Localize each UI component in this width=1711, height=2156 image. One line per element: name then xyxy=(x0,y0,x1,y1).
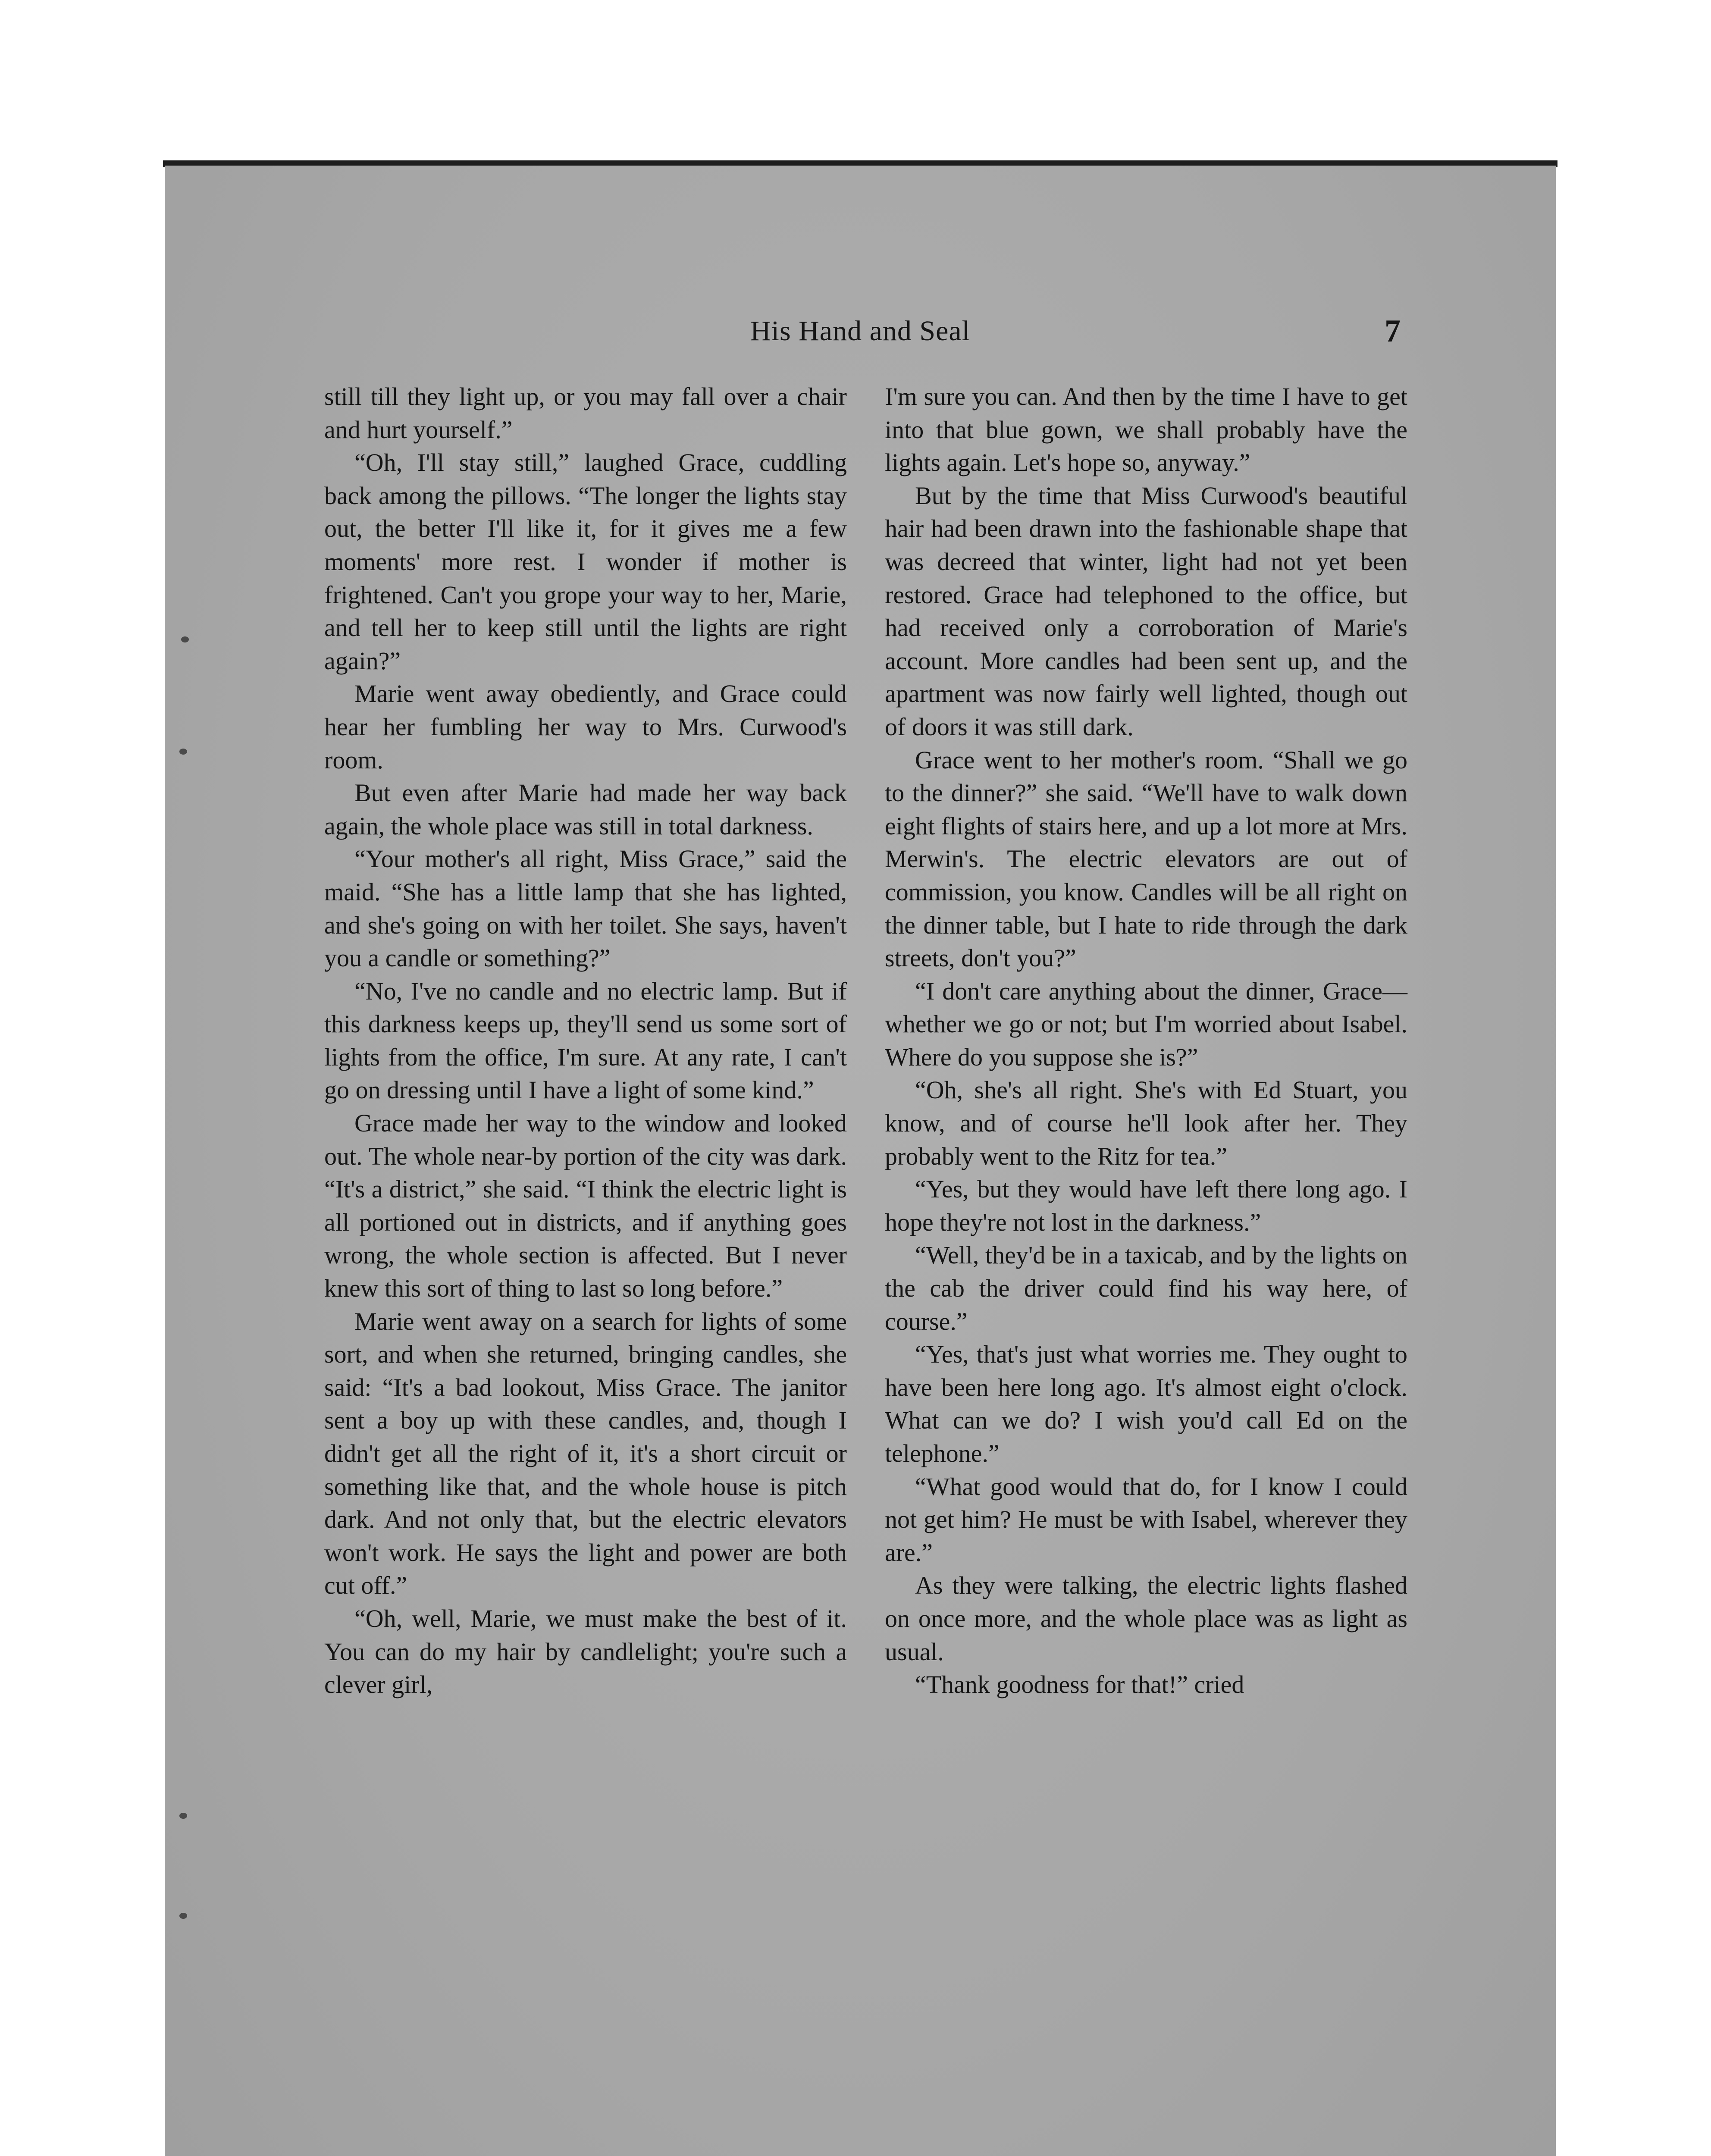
paragraph: “What good would that do, for I know I could not get him? He must be with Isabel, wherever they are.” xyxy=(885,1472,1407,1567)
paragraph: “I don't care anything about the dinner, Grace—whether we go or not; but I'm worried about Isabel. Where do you suppose she is?” xyxy=(885,977,1407,1071)
binding-hole xyxy=(181,636,189,642)
binding-hole xyxy=(179,1913,187,1919)
book-page xyxy=(165,166,1556,2156)
binding-hole xyxy=(179,1813,187,1819)
paragraph: But even after Marie had made her way back again, the whole place was still in total darkness. xyxy=(324,779,847,840)
paragraph: Marie went away on a search for lights of some sort, and when she returned, bringing candles, she said: “It's a bad lookout, Miss Grace. The janitor sent a boy up with these candles, and, though I didn't get all the right of it, it's a short circuit or something like that, and the whole house is pitch dark. And not only that, but the electric elevators won't work. He says the light and power are both cut off.” xyxy=(324,1307,847,1600)
paragraph: “Yes, but they would have left there long ago. I hope they're not lost in the darkness.” xyxy=(885,1175,1407,1236)
paragraph: “Oh, she's all right. She's with Ed Stuart, you know, and of course he'll look after her. They probably went to the Ritz for tea.” xyxy=(885,1076,1407,1170)
right-column xyxy=(885,380,1407,1702)
paragraph: “Oh, I'll stay still,” laughed Grace, cuddling back among the pillows. “The longer the lights stay out, the better I'll like it, for it gives me a few moments' more rest. I wonder if mother is frightened. Can't you grope your way to her, Marie, and tell her to keep still until the lights are right again?” xyxy=(324,448,847,675)
page-number: 7 xyxy=(1385,313,1401,349)
paragraph: Grace made her way to the window and looked out. The whole near-by portion of the city was dark. “It's a district,” she said. “I think the electric light is all portioned out in districts, and if anything goes wrong, the whole section is affected. But I never knew this sort of thing to last so long before.” xyxy=(324,1109,847,1303)
running-title: His Hand and Seal xyxy=(750,315,971,347)
left-column xyxy=(324,380,847,1702)
paragraph: “Your mother's all right, Miss Grace,” said the maid. “She has a little lamp that she has lighted, and she's going on with her toilet. She says, haven't you a candle or something?” xyxy=(324,845,847,972)
paragraph: “No, I've no candle and no electric lamp. But if this darkness keeps up, they'll send us some sort of lights from the office, I'm sure. At any rate, I can't go on dressing until I have a light of some kind.” xyxy=(324,977,847,1104)
paragraph: As they were talking, the electric lights flashed on once more, and the whole place was as light as usual. xyxy=(885,1571,1407,1666)
paragraph: “Yes, that's just what worries me. They ought to have been here long ago. It's almost eight o'clock. What can we do? I wish you'd call Ed on the telephone.” xyxy=(885,1340,1407,1467)
running-head xyxy=(165,315,1556,354)
paragraph: I'm sure you can. And then by the time I have to get into that blue gown, we shall probably have the lights again. Let's hope so, anyway.” xyxy=(885,382,1407,477)
binding-hole xyxy=(179,749,187,755)
paragraph: “Oh, well, Marie, we must make the best of it. You can do my hair by candlelight; you're such a clever girl, xyxy=(324,1604,847,1699)
paragraph: Grace went to her mother's room. “Shall we go to the dinner?” she said. “We'll have to walk down eight flights of stairs here, and up a lot more at Mrs. Merwin's. The electric elevators are out of commission, you know. Candles will be all right on the dinner table, but I hate to ride through the dark streets, don't you?” xyxy=(885,746,1407,972)
paragraph: still till they light up, or you may fall over a chair and hurt yourself.” xyxy=(324,382,847,444)
paragraph: Marie went away obediently, and Grace could hear her fumbling her way to Mrs. Curwood's room. xyxy=(324,680,847,774)
paragraph: “Thank goodness for that!” cried xyxy=(915,1670,1244,1699)
paragraph: “Well, they'd be in a taxicab, and by the lights on the cab the driver could find his way here, of course.” xyxy=(885,1241,1407,1335)
paragraph: But by the time that Miss Curwood's beautiful hair had been drawn into the fashionable shape that was decreed that winter, light had not yet been restored. Grace had telephoned to the office, but had received only a corroboration of Marie's account. More candles had been sent up, and the apartment was now fairly well lighted, though out of doors it was still dark. xyxy=(885,481,1407,741)
